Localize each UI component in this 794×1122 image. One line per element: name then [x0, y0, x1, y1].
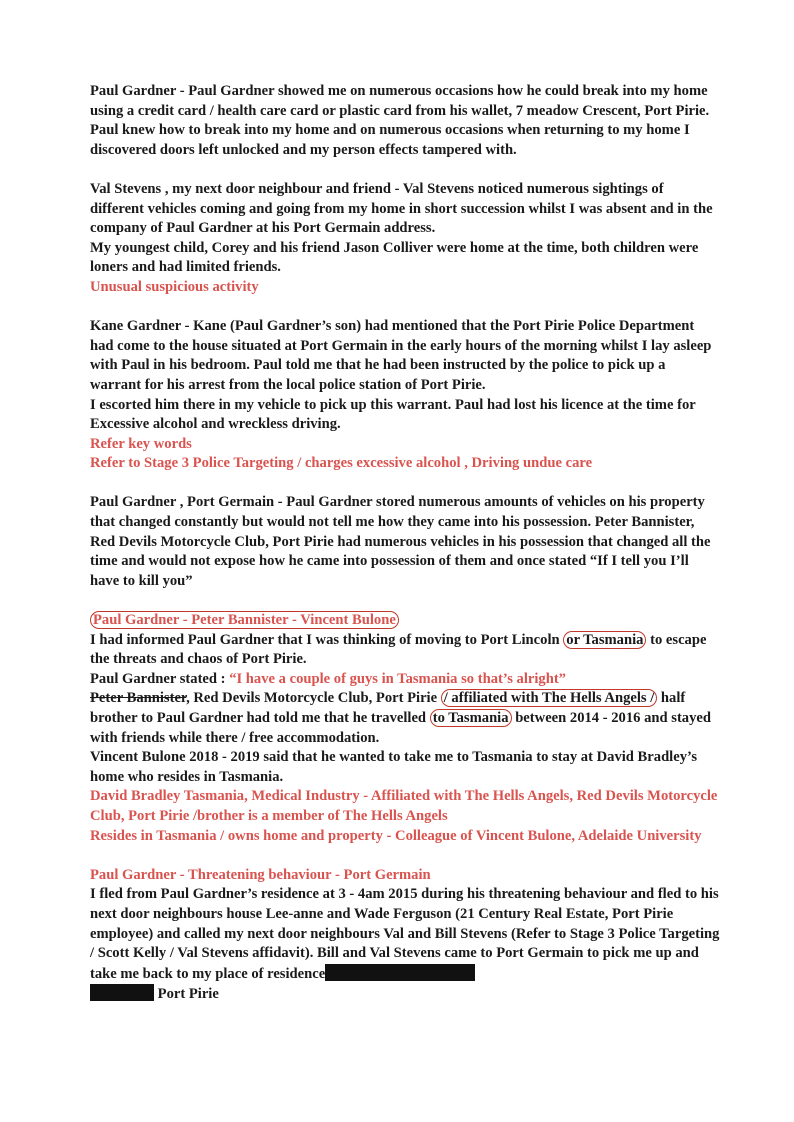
bannister-club: , Red Devils Motorcycle Club, Port Pirie — [186, 690, 441, 707]
annotation-resides-tasmania: Resides in Tasmania / owns home and property - Colleague of Vincent Bulone, Adelaide University — [90, 827, 702, 844]
paragraph-moving-plans — [90, 631, 720, 670]
circled-hells-angels: / affiliated with The Hells Angels / — [441, 689, 658, 707]
paragraph-val-stevens: Val Stevens , my next door neighbour and friend - Val Stevens noticed numerous sightings of different vehicles coming and going from my home in short succession whilst I was absent and in the company of Paul Gardner at his Port Germain address. — [90, 180, 713, 237]
bannister-text-1: half brother to Paul Gardner had told me that he travelled — [90, 690, 686, 726]
moving-text-a: I had informed Paul Gardner that I was thinking of moving to Port Lincoln — [90, 631, 564, 648]
stated-quote: “I have a couple of guys in Tasmania so that’s alright” — [229, 670, 566, 687]
circled-heading: Paul Gardner - Peter Bannister - Vincent Bulone — [90, 611, 399, 629]
paragraph-escort-warrant: I escorted him there in my vehicle to pick up this warrant. Paul had lost his licence at the time for Excessive alcohol and wreckless driving. — [90, 396, 696, 433]
document-page — [90, 82, 720, 1005]
paragraph-peter-bannister — [90, 689, 720, 748]
paragraph-kane-gardner: Kane Gardner - Kane (Paul Gardner’s son) had mentioned that the Port Pirie Police Department had come to the house situated at Port Germain in the early hours of the morning whilst I lay asleep with Paul in his bedroom. Paul told me that he had been instructed by the police to pick up a warrant for his arrest from the local police station of Port Pirie. — [90, 318, 712, 393]
moving-text-c: to escape the threats and chaos of Port Pirie. — [90, 631, 707, 668]
circled-to-tasmania: to Tasmania — [430, 709, 512, 727]
section-heading-gardner-bannister-bulone — [90, 611, 720, 631]
annotation-refer-key-words: Refer key words — [90, 435, 192, 452]
fled-text: I fled from Paul Gardner’s residence at 3 - 4am 2015 during his threatening behaviour and fled to his next door neighbours house Lee-anne and Wade Ferguson (21 Century Real Estate, Port Pirie employee) and called my next door neighbours Val and Bill Stevens (Refer to Stage 3 Police Targeting / Scott Kelly / Val Stevens affidavit). Bill and Val Stevens came to Port Germain to pick me up and take me back to my place of residence — [90, 886, 720, 982]
bannister-text-2: between 2014 - 2016 and stayed with friends while there / free accommodation. — [90, 710, 711, 746]
paragraph-fled-residence — [90, 885, 720, 984]
port-pirie-text: Port Pirie — [154, 986, 219, 1003]
stated-label: Paul Gardner stated : — [90, 670, 230, 687]
annotation-david-bradley: David Bradley Tasmania, Medical Industry - Affiliated with The Hells Angels, Red Devils Motorcycle Club, Port Pirie /brother is a member of The Hells Angels — [90, 788, 718, 824]
circled-tasmania: or Tasmania — [563, 631, 646, 649]
annotation-unusual-activity: Unusual suspicious activity — [90, 278, 259, 295]
paragraph-vincent-bulone: Vincent Bulone 2018 - 2019 said that he wanted to take me to Tasmania to stay at David Bradley’s home who resides in Tasmania. — [90, 749, 698, 785]
paragraph-vehicles-stored: Paul Gardner , Port Germain - Paul Gardner stored numerous amounts of vehicles on his property that changed constantly but would not tell me how they came into his possession. Peter Bannister, Red Devils Motorcycle Club, Port Pirie had numerous vehicles in his possession that changed all the time and would not expose how he came into possession of them and once stated “If I tell you I’ll have to kill you” — [90, 494, 711, 589]
paragraph-port-pirie — [90, 984, 720, 1005]
paragraph-youngest-child: My youngest child, Corey and his friend Jason Colliver were home at the time, both children were loners and had limited friends. — [90, 239, 699, 276]
paragraph-gardner-stated — [90, 670, 720, 690]
paragraph-paul-gardner-break-in: Paul Gardner - Paul Gardner showed me on numerous occasions how he could break into my home using a credit card / health care card or plastic card from his wallet, 7 meadow Crescent, Port Pirie. Paul knew how to break into my home and on numerous occasions when returning to my home I discovered doors left unlocked and my person effects tampered with. — [90, 83, 710, 158]
redaction-block — [325, 964, 475, 981]
redaction-block-small — [90, 984, 154, 1001]
section-heading-threatening-behaviour: Paul Gardner - Threatening behaviour - Port Germain — [90, 866, 431, 883]
annotation-refer-stage-3: Refer to Stage 3 Police Targeting / charges excessive alcohol , Driving undue care — [90, 455, 593, 472]
struck-name-bannister: Peter Bannister — [90, 690, 187, 707]
